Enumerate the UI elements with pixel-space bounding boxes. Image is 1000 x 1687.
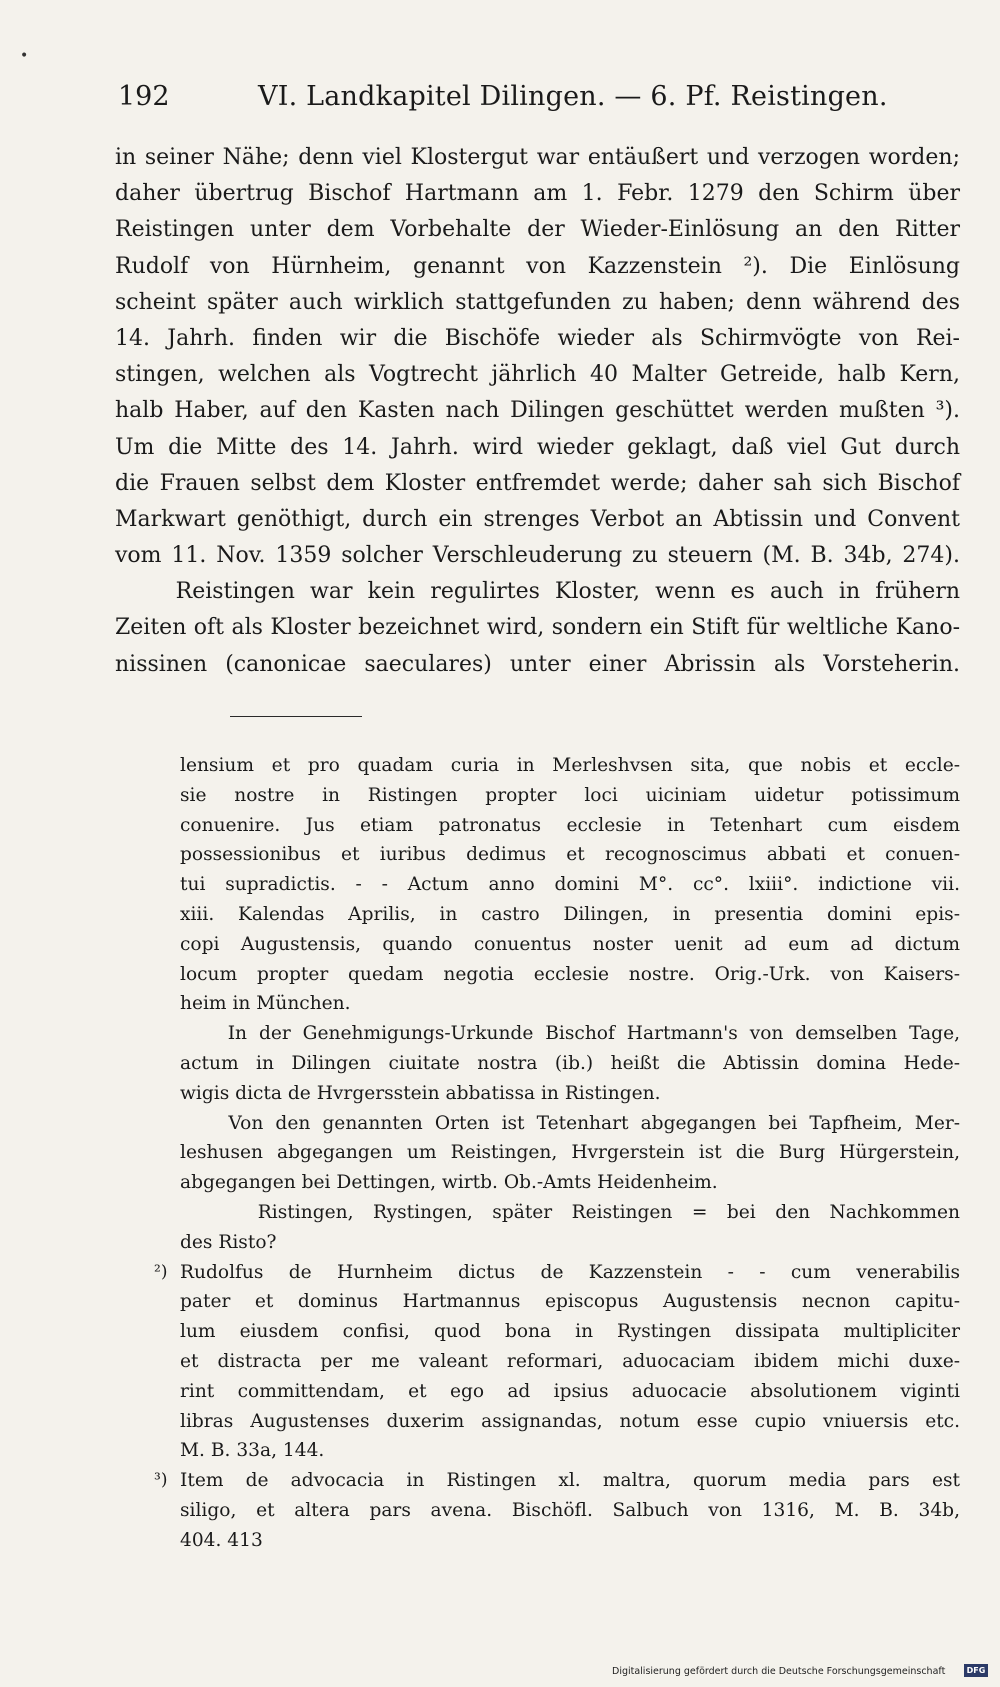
footnote-line: abgegangen bei Dettingen, wirtb. Ob.-Amts Heidenheim. [180,1172,718,1194]
main-text-line: 14. Jahrh. finden wir die Bischöfe wieder als Schirmvögte von Rei- [115,325,960,351]
footnote-text: Item de advocacia in Ristingen xl. maltra, quorum media pars est [180,1470,960,1492]
footnote-line: wigis dicta de Hvrgersstein abbatissa in Ristingen. [180,1082,661,1104]
main-text-line: Um die Mitte des 14. Jahrh. wird wieder geklagt, daß viel Gut durch [115,434,960,460]
footnote-2-line [154,1258,960,1288]
main-text-line: stingen, welchen als Vogtrecht jährlich 40 Malter Getreide, halb Kern, [115,362,960,388]
main-text-line: in seiner Nähe; denn viel Klostergut war entäußert und verzogen worden; [115,145,960,170]
digitization-credit: Digitalisierung gefördert durch die Deutsche Forschungsgemeinschaft [612,1666,946,1677]
main-text-line: die Frauen selbst dem Kloster entfremdet werde; daher sah sich Bischof [115,470,960,496]
footnote-line: siligo, et altera pars avena. Bischöfl. Salbuch von 1316, M. B. 34b, [180,1499,960,1521]
footnote-line: leshusen abgegangen um Reistingen, Hvrgerstein ist die Burg Hürgerstein, [180,1142,960,1164]
footnote-separator [230,716,362,717]
main-text-line: daher übertrug Bischof Hartmann am 1. Febr. 1279 den Schirm über [115,181,960,207]
footnote-line: Ristingen, Rystingen, später Reistingen = bei den Nachkommen [180,1201,960,1223]
main-text-line: Zeiten oft als Kloster bezeichnet wird, sondern ein Stift für weltliche Kano- [115,615,960,641]
footnote-line: rint committendam, et ego ad ipsius aduocacie absolutionem viginti [180,1380,960,1402]
footnote-line: Von den genannten Orten ist Tetenhart abgegangen bei Tapfheim, Mer- [180,1112,960,1134]
main-text-line: Reistingen war kein regulirtes Kloster, wenn es auch in frühern [115,579,960,605]
footnote-line: 404. 413 [180,1529,263,1551]
main-text-line: vom 11. Nov. 1359 solcher Verschleuderung zu steuern (M. B. 34b, 274). [115,543,960,569]
footnote-marker-2: ²) [154,1261,168,1282]
footnote-line: lum eiusdem confisi, quod bona in Rystingen dissipata multipliciter [180,1321,960,1343]
main-text [115,140,960,683]
main-text-line: scheint später auch wirklich stattgefunden zu haben; denn während des [115,289,960,315]
footnote-line: In der Genehmigungs-Urkunde Bischof Hartmann's von demselben Tage, [180,1023,960,1045]
footnote-line: pater et dominus Hartmannus episcopus Augustensis necnon capitu- [180,1291,960,1313]
footnote-line: des Risto? [180,1231,277,1253]
footnote-line: libras Augustenses duxerim assignandas, notum esse cupio vniuersis etc. [180,1410,960,1432]
main-text-line: halb Haber, auf den Kasten nach Dilingen geschüttet werden mußten ³). [115,398,960,424]
footnote-line: M. B. 33a, 144. [180,1440,325,1462]
footnote-line: sie nostre in Ristingen propter loci uiciniam uidetur potissimum [180,784,960,806]
footnote-line: et distracta per me valeant reformari, aduocaciam ibidem michi duxe- [180,1350,960,1372]
footnote-line: tui supradictis. - - Actum anno domini M°. cc°. lxiii°. indictione vii. [180,874,960,896]
page-number: 192 [118,81,170,112]
footnote-marker-3: ³) [154,1470,168,1491]
main-text-line: Reistingen unter dem Vorbehalte der Wieder-Einlösung an den Ritter [115,217,960,243]
footnote-3-line [154,1466,960,1496]
footnote-line: lensium et pro quadam curia in Merleshvsen sita, que nobis et eccle- [180,755,960,776]
footnote-text: Rudolfus de Hurnheim dictus de Kazzenstein - - cum venerabilis [180,1261,960,1283]
running-head: VI. Landkapitel Dilingen. — 6. Pf. Reistingen. [258,81,888,112]
footnotes [154,751,960,1556]
footnote-line: actum in Dilingen ciuitate nostra (ib.) heißt die Abtissin domina Hede- [180,1052,960,1074]
footnote-line: locum propter quedam negotia ecclesie nostre. Orig.-Urk. von Kaisers- [180,963,960,985]
main-text-line: Markwart genöthigt, durch ein strenges Verbot an Abtissin und Convent [115,506,960,532]
footnote-line: possessionibus et iuribus dedimus et recognoscimus abbati et conuen- [180,844,960,866]
main-text-line: Rudolf von Hürnheim, genannt von Kazzenstein ²). Die Einlösung [115,253,960,279]
main-text-line: nissinen (canonicae saeculares) unter einer Abrissin als Vorsteherin. [115,651,960,677]
footnote-line: xiii. Kalendas Aprilis, in castro Dilingen, in presentia domini epis- [180,903,960,925]
dfg-logo: DFG [964,1664,988,1677]
footnote-line: heim in München. [180,993,351,1015]
footnote-line: copi Augustensis, quando conuentus noster uenit ad eum ad dictum [180,933,960,955]
margin-speck-icon: • [20,48,29,64]
footnote-line: conuenire. Jus etiam patronatus ecclesie in Tetenhart cum eisdem [180,814,960,836]
